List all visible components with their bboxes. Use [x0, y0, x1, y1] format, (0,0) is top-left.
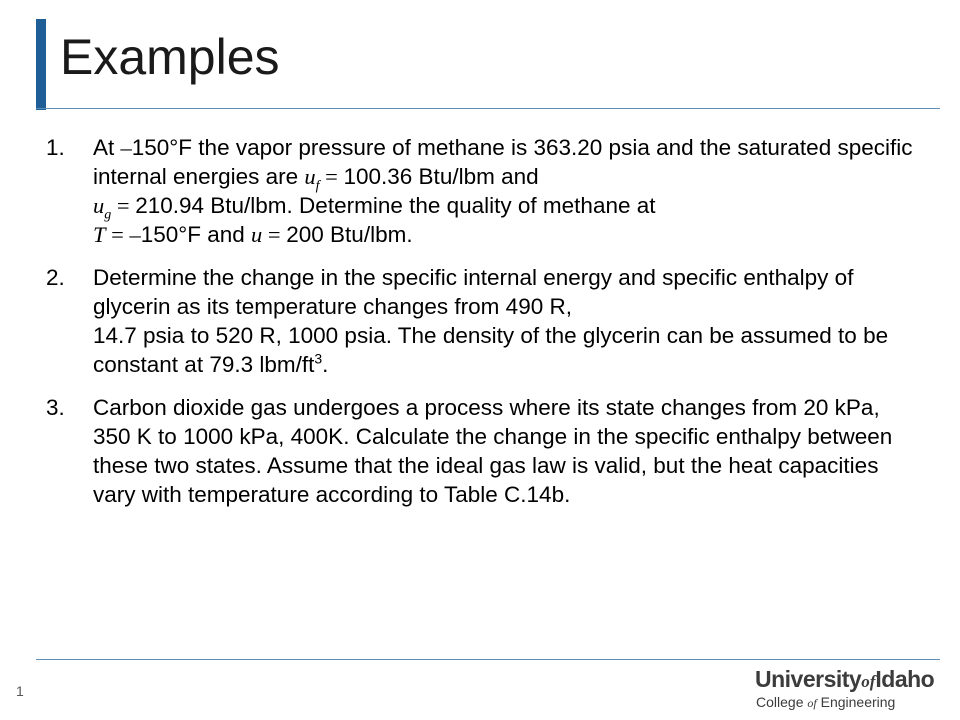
item-text: At –150°F the vapor pressure of methane is 363.20 psia and the saturated specific internal energies are $u_f = 100.36$ Btu/lbm and $u_g = 210.94$ Btu/lbm. Determine the quality of methane at T = –150°F and u = 200 Btu/lbm. — [93, 135, 913, 247]
logo-wordmark: UniversityofIdaho — [755, 666, 935, 692]
page-number: 1 — [16, 683, 24, 699]
title-accent-bar — [36, 19, 46, 110]
footer-divider — [36, 659, 940, 660]
slide-title: Examples — [60, 29, 280, 85]
example-list — [46, 133, 916, 523]
list-item — [46, 263, 916, 379]
logo-college-line: College of Engineering — [756, 694, 896, 710]
item-text: Determine the change in the specific internal energy and specific enthalpy of glycerin as its temperature changes from 490 R, 14.7 psia to 520 R, 1000 psia. The density of the glycerin can be assumed to be constant at 79.3 lbm/$ft^3$. — [93, 265, 889, 377]
university-of-idaho-logo — [755, 664, 945, 714]
list-item — [46, 393, 916, 509]
list-item — [46, 133, 916, 249]
item-number: 2. — [46, 265, 65, 290]
item-number: 1. — [46, 135, 65, 160]
item-number: 3. — [46, 395, 65, 420]
header-divider — [36, 108, 940, 109]
item-text: Carbon dioxide gas undergoes a process where its state changes from 20 kPa, 350 K to 1000 kPa, 400K. Calculate the change in the specific enthalpy between these two states. Assume that the ideal gas law is valid, but the heat capacities vary with temperature according to Table C.14b. — [93, 395, 893, 507]
